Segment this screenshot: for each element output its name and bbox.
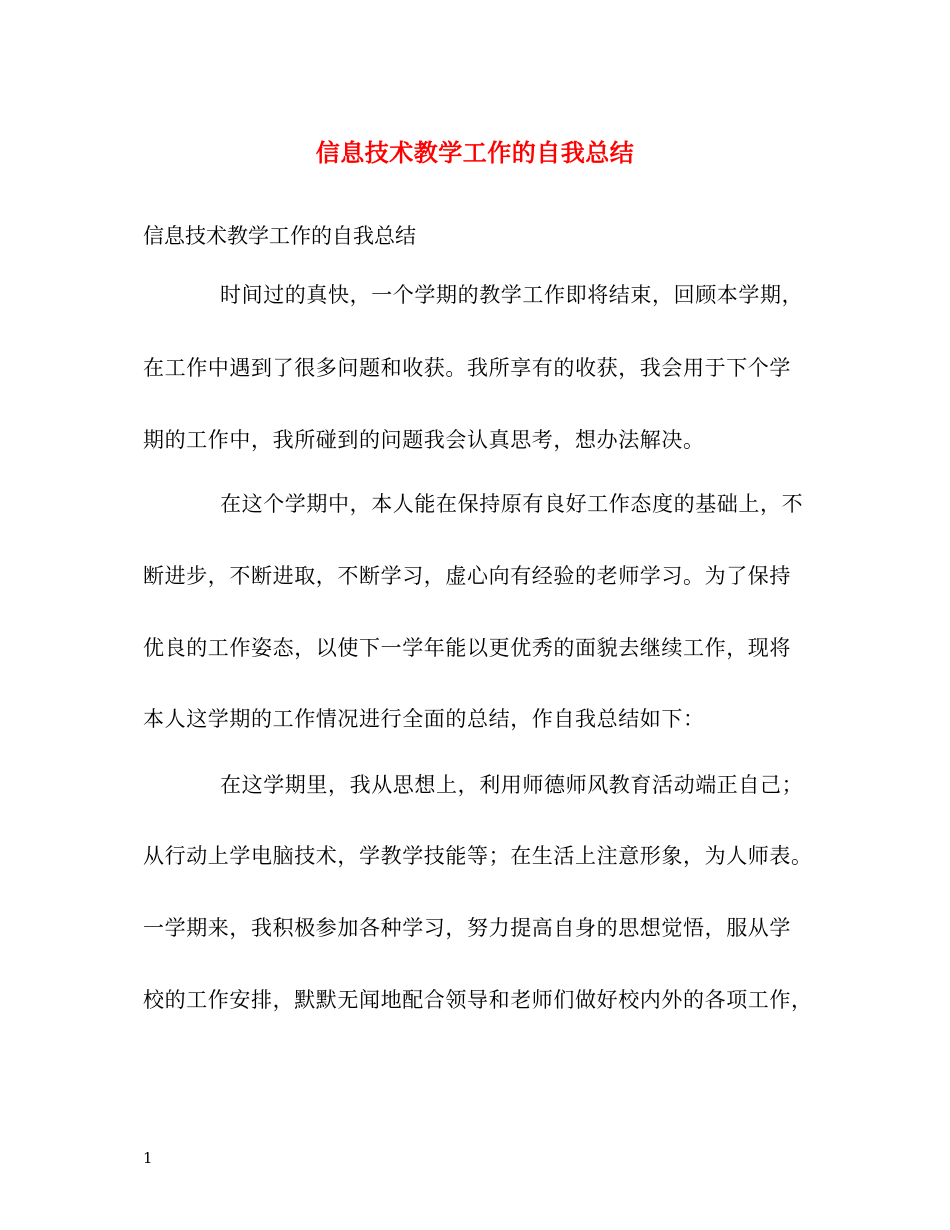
paragraph-2-line-4: 本人这学期的工作情况进行全面的总结，作自我总结如下： (143, 707, 705, 731)
paragraph-1-line-3: 期的工作中，我所碰到的问题我会认真思考，想办法解决。 (143, 428, 705, 452)
document-title: 信息技术教学工作的自我总结 (315, 138, 635, 167)
paragraph-3-line-3: 一学期来，我积极参加各种学习，努力提高自身的思想觉悟，服从学 (143, 916, 791, 940)
paragraph-3-line-2: 从行动上学电脑技术，学教学技能等；在生活上注意形象，为人师表。 (143, 844, 813, 868)
paragraph-2-line-1: 在这个学期中，本人能在保持原有良好工作态度的基础上，不 (220, 492, 804, 516)
paragraph-2-line-2: 断进步，不断进取，不断学习，虚心向有经验的老师学习。为了保持 (143, 564, 791, 588)
paragraph-1-line-1: 时间过的真快，一个学期的教学工作即将结束，回顾本学期， (220, 283, 804, 307)
document-subtitle: 信息技术教学工作的自我总结 (143, 224, 416, 248)
paragraph-3-line-1: 在这学期里，我从思想上，利用师德师风教育活动端正自己； (220, 773, 804, 797)
page-number: 1 (143, 1149, 153, 1167)
paragraph-3-line-4: 校的工作安排，默默无闻地配合领导和老师们做好校内外的各项工作， (143, 988, 813, 1012)
paragraph-2-line-3: 优良的工作姿态，以使下一学年能以更优秀的面貌去继续工作，现将 (143, 636, 791, 660)
paragraph-1-line-2: 在工作中遇到了很多问题和收获。我所享有的收获，我会用于下个学 (143, 356, 791, 380)
